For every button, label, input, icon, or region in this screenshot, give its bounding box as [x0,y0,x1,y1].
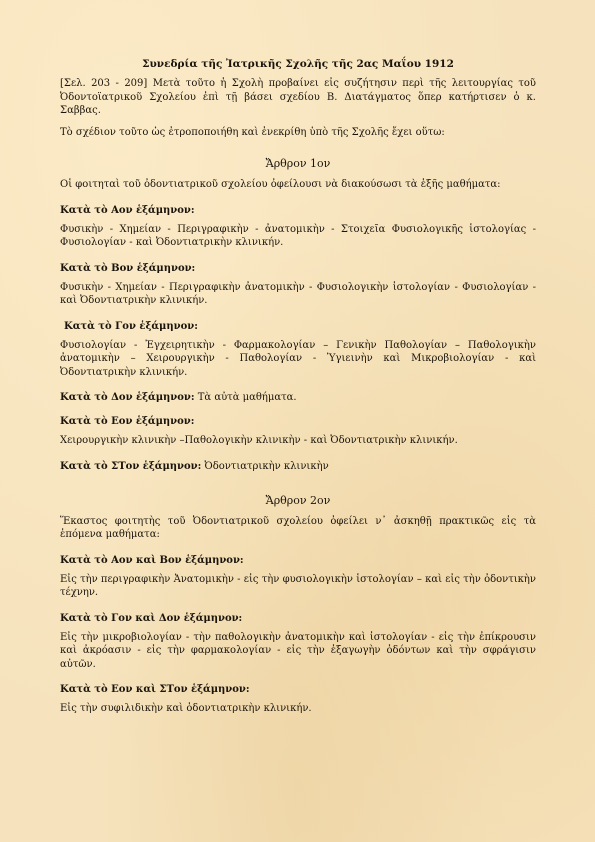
article-1-heading: Ἄρθρον 1ον [265,157,331,170]
a2-semester-1-label: Κατὰ τὸ Αον καὶ Βον ἑξάμηνον: [60,554,244,566]
a1-semester-5-text: Χειρουργικὴν κλινικὴν –Παθολογικὴν κλινικὴν - καὶ Ὀδοντιατρικὴν κλινικήν. [60,435,458,446]
document-title: Συνεδρία τῆς Ἰατρικῆς Σχολῆς τῆς 2ας Μαΐου 1912 [142,58,454,70]
a2-semester-3-label: Κατὰ τὸ Εον καὶ ΣΤον ἑξάμηνον: [60,684,250,695]
intro-paragraph-2: Τὸ σχέδιον τοῦτο ὡς ἐτροποποιήθη καὶ ἐνεκρίθη ὑπὸ τῆς Σχολῆς ἔχει οὕτω: [60,126,445,138]
a1-semester-4-label: Κατὰ τὸ Δον ἑξάμηνον: [60,392,195,403]
article-2-lead: Ἕκαστος φοιτητὴς τοῦ Ὀδοντιατρικοῦ σχολείου ὀφείλει ν᾽ ἀσκηθῇ πρακτικῶς εἰς τὰ ἑπόμενα μαθήματα: [60,515,536,540]
document-page [60,58,536,724]
a1-semester-2-text: Φυσικὴν - Χημείαν - Περιγραφικὴν ἀνατομικὴν - Φυσιολογικὴν ἱστολογίαν - Φυσιολογίαν - καὶ Ὀδοντιατρικὴν κλινικήν. [60,281,536,306]
a1-semester-6-text: Ὀδοντιατρικὴν κλινικὴν [201,460,329,472]
intro-paragraph: [Σελ. 203 - 209] Μετὰ τοῦτο ἡ Σχολὴ προβαίνει εἰς συζήτησιν περὶ τῆς λειτουργίας τοῦ Ὀδοντοϊατρικοῦ Σχολείου ἐπὶ τῇ βάσει σχεδίου Β. Διατάγματος ὅπερ κατήρτισεν ὁ κ. Σαββας. [60,78,536,116]
article-1-lead: Οἱ φοιτηταὶ τοῦ ὀδοντιατρικοῦ σχολείου ὀφείλουσι νὰ διακούσωσι τὰ ἑξῆς μαθήματα: [60,179,501,190]
a1-semester-1-label: Κατὰ τὸ Αον ἑξάμηνον: [60,204,195,216]
a1-semester-1-text: Φυσικὴν - Χημείαν - Περιγραφικὴν - ἀνατομικὴν - Στοιχεῖα Φυσιολογικῆς ἱστολογίας - Φυσιολογίαν - καὶ Ὀδοντιατρικὴν κλινικήν. [60,223,536,248]
article-2-heading: Ἄρθρον 2ον [265,493,331,507]
a1-semester-2-label: Κατὰ τὸ Βον ἑξάμηνον: [60,262,196,274]
a1-semester-6-line [60,461,536,472]
a1-semester-4-text: Τὰ αὐτὰ μαθήματα. [194,392,297,403]
a1-semester-4-line [60,392,536,403]
a1-semester-3-label: Κατὰ τὸ Γον ἑξάμηνον: [64,320,198,332]
a2-semester-1-text: Εἰς τὴν περιγραφικὴν Ἀνατομικὴν - εἰς τὴν φυσιολογικὴν ἱστολογίαν – καὶ εἰς τὴν ὀδοντικὴν τέχνην. [60,573,536,598]
a1-semester-6-label: Κατὰ τὸ ΣΤον ἑξάμηνον: [60,460,202,472]
a1-semester-5-label: Κατὰ τὸ Εον ἑξάμηνον: [60,416,195,427]
a2-semester-2-label: Κατὰ τὸ Γον καὶ Δον ἑξάμηνον: [60,612,243,624]
a1-semester-3-text: Φυσιολογίαν - Ἐγχειρητικὴν - Φαρμακολογίαν – Γενικὴν Παθολογίαν – Παθολογικὴν ἀνατομικὴν – Χειρουργικὴν - Παθολογίαν - Ὑγιεινὴν καὶ Μικροβιολογίαν - καὶ Ὀδοντιατρικὴν κλινικήν. [60,339,536,378]
a2-semester-2-text: Εἰς τὴν μικροβιολογίαν - τὴν παθολογικὴν ἀνατομικὴν καὶ ἱστολογίαν - εἰς τὴν ἐπίκρουσιν καὶ ἀκρόασιν - εἰς τὴν φαρμακολογίαν - εἰς τὴν ἐξαγωγὴν ὀδόντων καὶ τὴν σφράγισιν αὐτῶν. [60,631,536,670]
a2-semester-3-text: Εἰς τὴν συφιλιδικὴν καὶ ὀδοντιατρικὴν κλινικήν. [60,703,312,714]
